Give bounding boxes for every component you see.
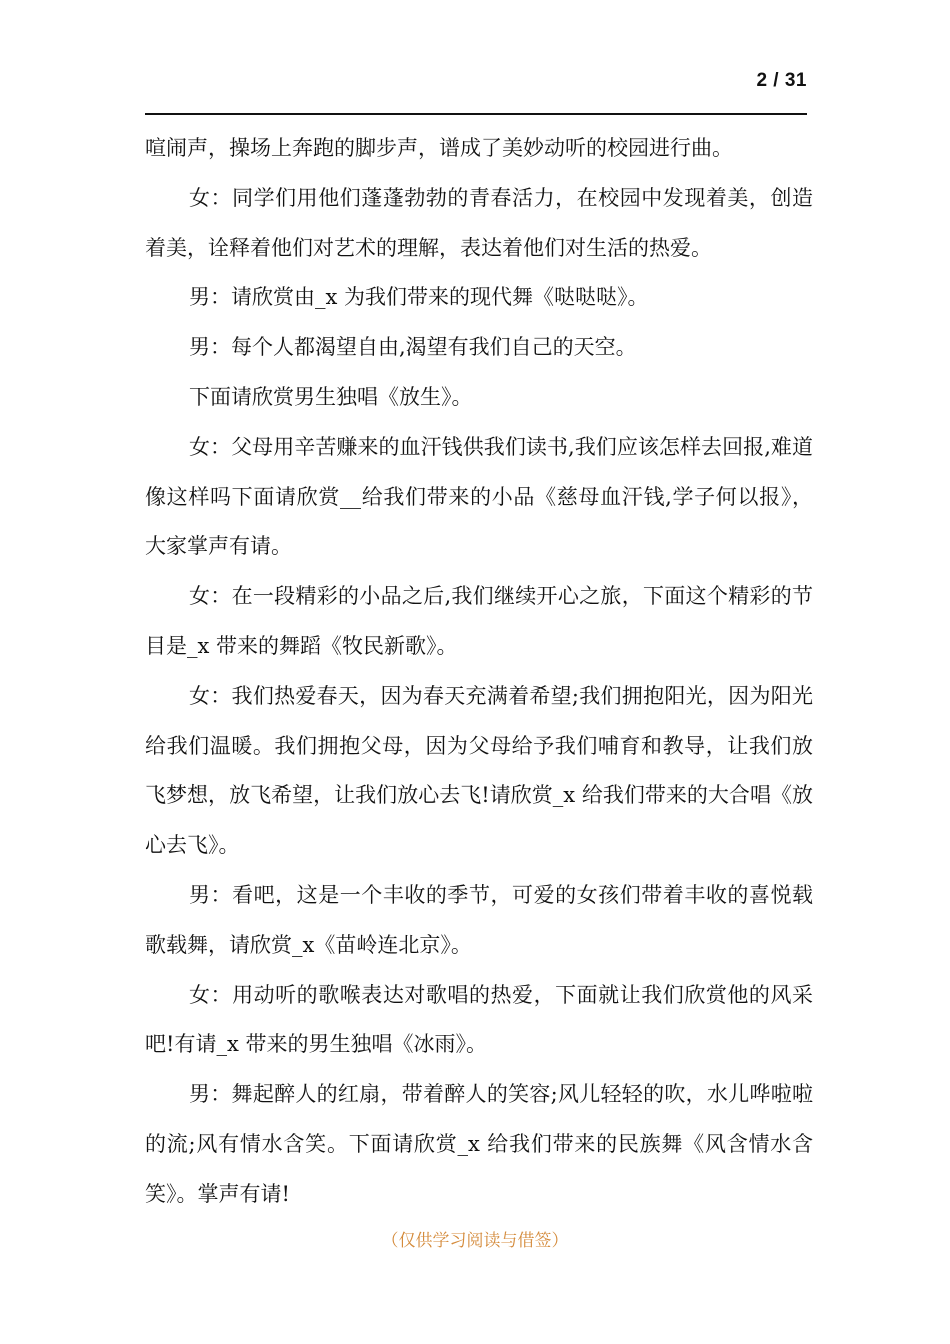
paragraph: 女：同学们用他们蓬蓬勃勃的青春活力，在校园中发现着美，创造着美，诠释着他们对艺术的理解，表达着他们对生活的热爱。 xyxy=(145,185,813,260)
paragraph: 喧闹声，操场上奔跑的脚步声，谱成了美妙动听的校园进行曲。 xyxy=(145,136,733,160)
paragraph: 女：在一段精彩的小品之后,我们继续开心之旅，下面这个精彩的节目是_x 带来的舞蹈《牧民新歌》。 xyxy=(145,584,813,658)
paragraph: 女：我们热爱春天，因为春天充满着希望;我们拥抱阳光，因为阳光给我们温暖。我们拥抱父母，因为父母给予我们哺育和教导，让我们放飞梦想，放飞希望，让我们放心去飞!请欣赏_x 给我们带来的大合唱《放心去飞》。 xyxy=(145,683,813,858)
paragraph: 男：看吧，这是一个丰收的季节，可爱的女孩们带着丰收的喜悦载歌载舞，请欣赏_x《苗岭连北京》。 xyxy=(145,882,813,957)
paragraph: 男：舞起醉人的红扇，带着醉人的笑容;风儿轻轻的吹，水儿哗啦啦的流;风有情水含笑。下面请欣赏_x 给我们带来的民族舞《风含情水含笑》。掌声有请! xyxy=(145,1082,813,1206)
footer-note: （仅供学习阅读与借签） xyxy=(381,1231,569,1251)
page-number: 2 / 31 xyxy=(756,70,807,91)
paragraph: 女：父母用辛苦赚来的血汗钱供我们读书,我们应该怎样去回报,难道像这样吗下面请欣赏__给我们带来的小品《慈母血汗钱,学子何以报》，大家掌声有请。 xyxy=(145,434,813,559)
paragraph: 男：每个人都渴望自由,渴望有我们自己的天空。 xyxy=(189,335,637,360)
document-body xyxy=(145,124,813,1220)
paragraph: 女：用动听的歌喉表达对歌唱的热爱，下面就让我们欣赏他的风采吧!有请_x 带来的男生独唱《冰雨》。 xyxy=(145,982,813,1057)
header-divider xyxy=(145,113,807,115)
paragraph: 男：请欣赏由_x 为我们带来的现代舞《哒哒哒》。 xyxy=(189,285,649,310)
paragraph: 下面请欣赏男生独唱《放生》。 xyxy=(189,384,473,409)
